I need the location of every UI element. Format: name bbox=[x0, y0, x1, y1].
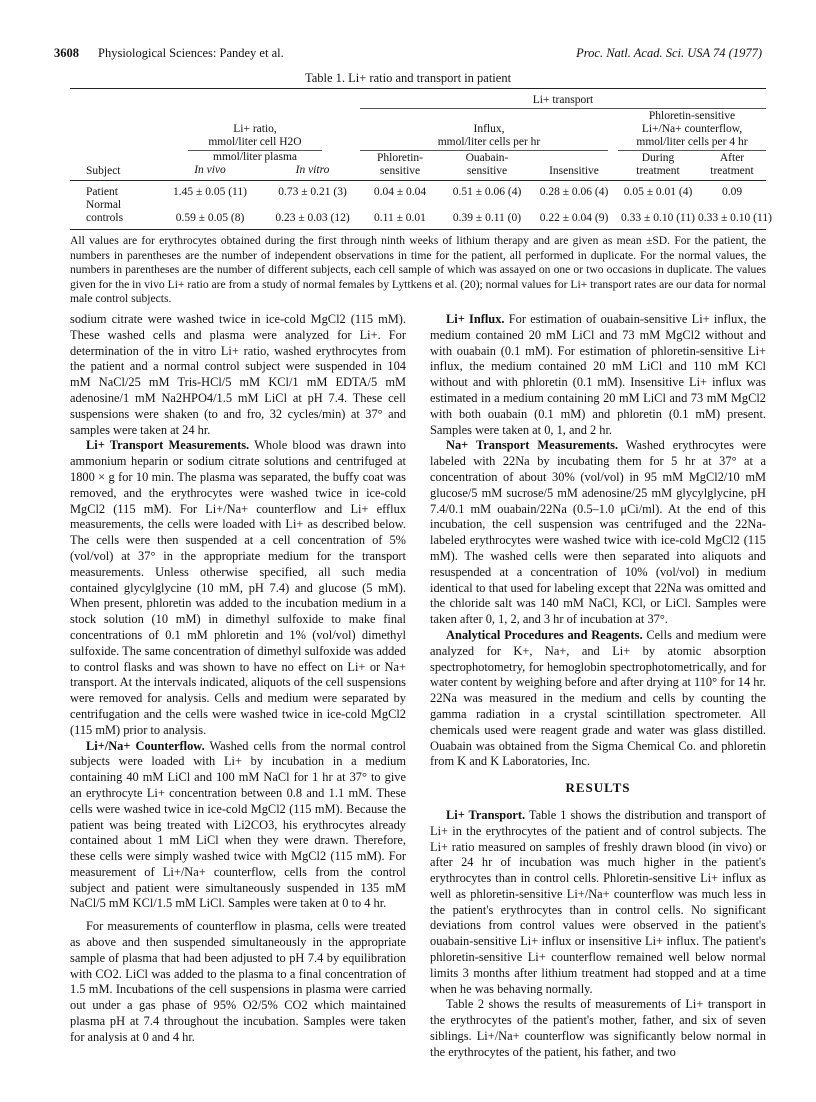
paragraph: For measurements of counterflow in plasma, cells were treated as above and then suspended simultaneously in the appropriate sample of plasma that had been adjusted to pH 7.4 by equilibration with CO2. LiCl was added to the plasma to a final concentration of 1.5 mM. Incubations of the cell suspensions in plasma were carried out under a gas phase of 95% O2/5% CO2 which maintained plasma pH at 7.4 throughout the incubation. Samples were taken for analysis at 0 and 4 hr. bbox=[70, 919, 406, 1044]
section-heading: Li+ Transport Measurements. bbox=[86, 438, 250, 453]
cell-in-vivo: 0.59 ± 0.05 (8) bbox=[175, 212, 245, 224]
cell-ouabain: 0.51 ± 0.06 (4) bbox=[452, 186, 522, 198]
ratio-head-3: mmol/liter plasma bbox=[213, 151, 297, 163]
transport-group-head: Li+ transport bbox=[532, 94, 594, 106]
paragraph-text: Whole blood was drawn into ammonium heparin or sodium citrate solutions and centrifuged at 1800 × g for 10 min. The plasma was separated, the buffy coat was removed, and the erythrocytes were washed twice in ice-cold MgCl2 (115 mM). For Li+/Na+ counterflow and Li+ efflux measurements, the cells were loaded with Li+ as described below. The cells were then suspended at a cell concentration of 5% (vol/vol) at 37° in the appropriate medium for the transport measurements. Unless otherwise specified, all such media contained glycylglycine (10 mM, pH 7.4) and glucose (5 mM). When present, phloretin was added to the incubation medium in a stock solution (10 mM) in dimethyl sulfoxide to make final concentrations of 0.1 mM phloretin and 1% (vol/vol) dimethyl sulfoxide. The same concentration of dimethyl sulfoxide was added to control flasks and was shown to have no effect on Li+ or Na+ transport. At the intervals indicated, aliquots of the cell suspensions were removed for analysis. Cells and medium were separated by centrifugation and the cells were washed twice in ice-cold MgCl2 (115 mM) prior to analysis. bbox=[70, 438, 407, 737]
paragraph bbox=[430, 808, 766, 998]
journal-section-title: Physiological Sciences: Pandey et al. bbox=[98, 46, 284, 60]
col-insensitive: Insensitive bbox=[549, 165, 599, 177]
paragraph bbox=[430, 312, 766, 438]
col-during-2: treatment bbox=[636, 165, 680, 177]
cell-phloretin: 0.11 ± 0.01 bbox=[374, 212, 426, 224]
section-heading: Na+ Transport Measurements. bbox=[446, 438, 619, 453]
paragraph bbox=[70, 739, 406, 913]
paragraph-text: Washed cells from the normal control subjects were loaded with Li+ by incubation in a medium containing 40 mM LiCl and 100 mM NaCl for 1 hr at 37° to give an erythrocyte Li+ concentration between 0.8 and 1.1 mM. These cells were washed twice in ice-cold MgCl2 (115 mM). Because the patient was being treated with Li2CO3, his erythrocytes already contained about 1 mM LiCl when they were drawn. Therefore, these cells were simply washed twice with MgCl2 (115 mM). For measurement of Li+/Na+ counterflow, cells from the control subject and patient were simultaneously suspended in 135 mM NaCl/5 mM KCl/1.5 mM LiCl. Samples were taken at 0 to 4 hr. bbox=[70, 738, 406, 911]
section-heading: Analytical Procedures and Reagents. bbox=[446, 627, 643, 642]
col-in-vivo: In vivo bbox=[194, 164, 226, 176]
right-column bbox=[430, 312, 766, 1061]
col-after-1: After bbox=[719, 152, 745, 164]
table-head-rule bbox=[70, 180, 766, 181]
cell-during: 0.05 ± 0.01 (4) bbox=[623, 186, 693, 198]
cell-ouabain: 0.39 ± 0.11 (0) bbox=[452, 212, 522, 224]
counterflow-head-3: mmol/liter cells per 4 hr bbox=[636, 136, 748, 148]
paragraph-text: Washed erythrocytes were labeled with 22Na by incubating them for 5 hr at 37° at a concentration of about 30% (vol/vol) in 95 mM MgCl2/10 mM glucose/5 mM sucrose/5 mM adenosine/25 mM glycylglycine, pH 7.4/0.1 mM ouabain/22Na (0.5–1.0 μCi/ml). At the end of this incubation, the cell suspension was centrifuged and the 22Na-labeled erythrocytes were washed twice with ice-cold MgCl2 (115 mM). The washed cells were then separated into aliquots and resuspended at a concentration of 10% (vol/vol) in medium identical to that used for labeling except that 22Na was omitted and the chloride salt was 140 mM NaCl, KCl, or LiCl. Samples were taken after 0, 1, 2, and 3 hr of incubation at 37°. bbox=[430, 438, 766, 627]
table-title: Table 1. Li+ ratio and transport in patient bbox=[304, 71, 512, 85]
section-heading: Li+ Transport. bbox=[446, 807, 526, 822]
table-footnote: All values are for erythrocytes obtained during the first through ninth weeks of lithium therapy and are given as mean ±SD. For the patient, the numbers in parentheses are the number of independent observations in time for the patient, all performed in duplicate. For the normal values, the numbers in parentheses are the number of different subjects, each cell sample of which was assayed on one or two occasions in duplicate. The values given for the in vivo Li+ ratio are from a study of normal females by Lyttkens et al. (20); normal values for Li+ transport rates are our data for normal male control subjects. bbox=[70, 234, 766, 306]
ratio-head-1: Li+ ratio, bbox=[233, 123, 277, 135]
paragraph-text: For estimation of ouabain-sensitive Li+ influx, the medium contained 20 mM LiCl and 73 mM MgCl2 without and with ouabain (0.1 mM). For estimation of phloretin-sensitive Li+ influx, the medium contained 20 mM LiCl and 110 mM KCl without and with phloretin (0.1 mM). Insensitive Li+ influx was estimated in a medium containing 20 mM LiCl and 73 mM MgCl2 with both ouabain (0.1 mM) and phloretin (0.1 mM) present. Samples were taken at 0, 1, and 2 hr. bbox=[430, 312, 766, 437]
row-subject-cont: controls bbox=[86, 212, 124, 224]
transport-group-rule bbox=[360, 108, 766, 109]
cell-insensitive: 0.28 ± 0.06 (4) bbox=[539, 186, 609, 198]
paragraph bbox=[70, 438, 406, 738]
counterflow-head-1: Phloretin-sensitive bbox=[648, 110, 736, 122]
influx-head-2: mmol/liter cells per hr bbox=[437, 136, 541, 148]
col-after-2: treatment bbox=[710, 165, 754, 177]
running-header bbox=[54, 46, 762, 62]
col-in-vitro: In vitro bbox=[295, 164, 330, 176]
paragraph bbox=[430, 438, 766, 628]
influx-head-1: Influx, bbox=[473, 123, 505, 135]
results-heading: RESULTS bbox=[565, 780, 631, 796]
paragraph: Table 2 shows the results of measurements of Li+ transport in the erythrocytes of the patient's mother, father, and six of seven siblings. Li+/Na+ counterflow was significantly below normal in the erythrocytes of the patient, his father, and two bbox=[430, 997, 766, 1059]
col-during-1: During bbox=[641, 152, 675, 164]
section-heading: Li+/Na+ Counterflow. bbox=[86, 738, 205, 753]
cell-in-vivo: 1.45 ± 0.05 (11) bbox=[173, 186, 247, 198]
cell-in-vitro: 0.73 ± 0.21 (3) bbox=[278, 186, 347, 198]
cell-in-vitro: 0.23 ± 0.03 (12) bbox=[275, 212, 350, 224]
cell-after: 0.33 ± 0.10 (11) bbox=[698, 212, 772, 224]
cell-after: 0.09 bbox=[721, 186, 743, 198]
section-heading: Li+ Influx. bbox=[446, 312, 505, 326]
counterflow-head-2: Li+/Na+ counterflow, bbox=[641, 123, 743, 135]
paragraph-text: Cells and medium were analyzed for K+, Na+, and Li+ by atomic absorption spectrophotometry, for hemoglobin spectrophotometrically, and for water content by weighing before and after drying at 110° for 14 hr. 22Na was measured in the medium and cells by counting the gamma radiation in a crystal scintillation spectrometer. All chemicals used were reagent grade and water was glass distilled. Ouabain was obtained from the Sigma Chemical Co. and phloretin from K and K Laboratories, Inc. bbox=[430, 627, 766, 769]
table-bottom-rule bbox=[70, 229, 766, 230]
paragraph: sodium citrate were washed twice in ice-cold MgCl2 (115 mM). These washed cells and plasma were analyzed for Li+. For determination of the in vitro Li+ ratio, washed erythrocytes from the patient and a normal control subject were suspended in 104 mM NaCl/25 mM Tris-HCl/5 mM KCl/1 mM EDTA/5 mM adenosine/1 mM Na2HPO4/1.5 mM LiCl at pH 7.4. These cell suspensions were shaken (to and fro, 32 cycles/min) at 37° and samples were taken at 24 hr. bbox=[70, 312, 406, 437]
cell-during: 0.33 ± 0.10 (11) bbox=[621, 212, 695, 224]
paragraph bbox=[430, 628, 766, 770]
col-ouabain-1: Ouabain- bbox=[465, 152, 509, 164]
row-subject: Patient bbox=[86, 186, 118, 198]
page-number: 3608 bbox=[54, 46, 79, 60]
row-subject: Normal bbox=[86, 199, 122, 211]
table-top-rule bbox=[70, 88, 766, 89]
col-ouabain-2: sensitive bbox=[466, 165, 508, 177]
influx-rule bbox=[360, 150, 608, 151]
col-subject: Subject bbox=[86, 165, 121, 177]
col-phloretin-1: Phloretin- bbox=[377, 152, 423, 164]
col-phloretin-2: sensitive bbox=[379, 165, 421, 177]
cell-phloretin: 0.04 ± 0.04 bbox=[373, 186, 427, 198]
journal-citation: Proc. Natl. Acad. Sci. USA 74 (1977) bbox=[576, 46, 762, 60]
ratio-head-2: mmol/liter cell H2O bbox=[208, 136, 302, 148]
counterflow-rule bbox=[618, 150, 766, 151]
cell-insensitive: 0.22 ± 0.04 (9) bbox=[539, 212, 609, 224]
left-column bbox=[70, 312, 406, 1046]
paragraph-text: Table 1 shows the distribution and transport of Li+ in the erythrocytes of the patient and of control subjects. The Li+ ratio measured on samples of freshly drawn blood (in vivo) or after 24 hr of incubation was much higher in the patient's erythrocytes than in control cells. Phloretin-sensitive Li+ influx as well as phloretin-sensitive Li+/Na+ counterflow was much less in the patient's erythrocytes than in control cells. No significant deviations from control values were observed in the patient's ouabain-sensitive Li+ influx or insensitive Li+ influx. The patient's phloretin-sensitive Li+ counterflow remained well below normal limits 3 months after lithium treatment had stopped and at a time when he was behaving normally. bbox=[430, 807, 767, 996]
